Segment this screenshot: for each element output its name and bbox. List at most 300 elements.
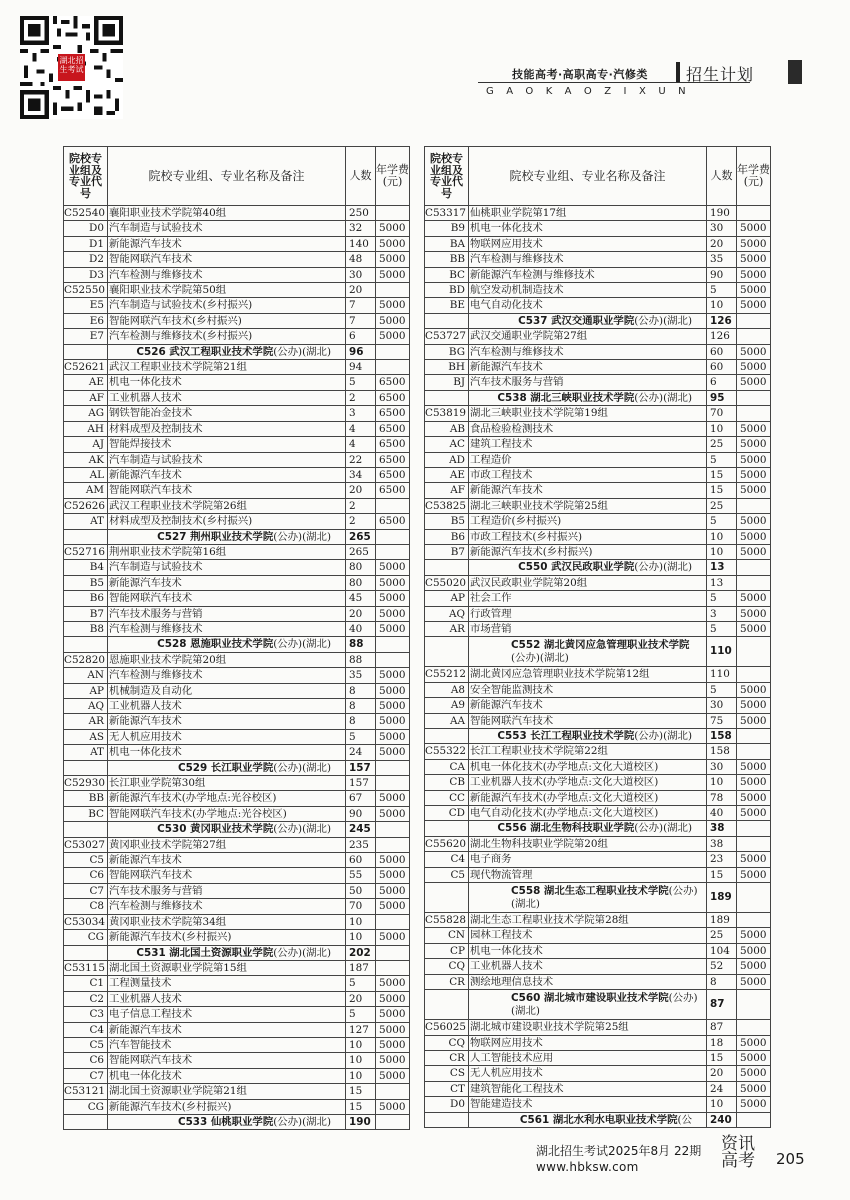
table-row — [64, 375, 410, 390]
major-name-cell: 工程造价(乡村振兴) — [469, 514, 707, 529]
table-row — [64, 652, 410, 667]
table-row — [64, 467, 410, 482]
school-row — [64, 637, 410, 652]
fee-cell — [376, 760, 410, 775]
fee-cell: 6500 — [376, 421, 410, 436]
fee-cell: 6500 — [376, 437, 410, 452]
fee-cell: 5000 — [737, 437, 771, 452]
table-row — [64, 252, 410, 267]
major-name-cell: 材料成型及控制技术 — [108, 421, 346, 436]
count-cell: 87 — [707, 990, 737, 1020]
major-name-cell: 市场营销 — [469, 621, 707, 636]
major-name-cell: 机电一体化技术 — [469, 943, 707, 958]
fee-cell — [376, 1084, 410, 1099]
table-row — [425, 1035, 771, 1050]
fee-cell: 5000 — [737, 928, 771, 943]
footer-logo: 资讯高考 — [721, 1134, 755, 1171]
major-name-cell: 无人机应用技术 — [469, 1066, 707, 1081]
fee-cell: 5000 — [376, 683, 410, 698]
code-cell — [64, 529, 108, 544]
code-cell: BJ — [425, 375, 469, 390]
fee-cell: 5000 — [376, 976, 410, 991]
fee-cell: 5000 — [737, 606, 771, 621]
school-name-cell — [469, 390, 707, 405]
school-name-cell — [108, 822, 346, 837]
code-cell: AN — [64, 668, 108, 683]
major-name-cell: 智能网联汽车技术 — [469, 713, 707, 728]
count-cell: 235 — [346, 837, 376, 852]
code-cell: AR — [425, 621, 469, 636]
count-cell: 30 — [346, 267, 376, 282]
header-bar — [676, 62, 680, 82]
major-name-cell: 工程测量技术 — [108, 976, 346, 991]
count-cell: 158 — [707, 744, 737, 759]
fee-cell — [737, 729, 771, 744]
table-row — [425, 806, 771, 821]
table-row — [425, 682, 771, 697]
count-cell: 10 — [346, 1053, 376, 1068]
school-name: C537 武汉交通职业学院 — [518, 314, 635, 327]
col-code-header: 院校专业组及专业代号 — [64, 147, 108, 206]
count-cell: 96 — [346, 344, 376, 359]
code-cell — [425, 821, 469, 836]
code-cell: B6 — [425, 529, 469, 544]
major-name-cell: 恩施职业技术学院第20组 — [108, 652, 346, 667]
count-cell: 30 — [707, 698, 737, 713]
table-row — [64, 714, 410, 729]
major-name-cell: 工业机器人技术 — [108, 991, 346, 1006]
code-cell: BB — [425, 252, 469, 267]
fee-cell: 5000 — [376, 329, 410, 344]
school-row — [425, 990, 771, 1020]
fee-cell: 5000 — [737, 867, 771, 882]
school-name: C526 武汉工程职业技术学院 — [136, 345, 274, 358]
school-row — [425, 883, 771, 913]
table-row — [425, 483, 771, 498]
code-cell: C55828 — [425, 913, 469, 928]
count-cell: 90 — [707, 267, 737, 282]
major-name-cell: 智能网联汽车技术(乡村振兴) — [108, 313, 346, 328]
table-row — [425, 344, 771, 359]
code-cell: C52626 — [64, 498, 108, 513]
count-cell: 6 — [346, 329, 376, 344]
fee-cell: 5000 — [737, 252, 771, 267]
table-row — [64, 452, 410, 467]
school-name-cell — [469, 729, 707, 744]
major-name-cell: 工业机器人技术 — [108, 699, 346, 714]
count-cell: 40 — [707, 806, 737, 821]
school-row — [425, 560, 771, 575]
fee-cell: 5000 — [376, 1037, 410, 1052]
code-cell: D3 — [64, 267, 108, 282]
major-name-cell: 新能源汽车技术 — [469, 360, 707, 375]
fee-cell: 5000 — [376, 267, 410, 282]
table-row — [64, 498, 410, 513]
table-row — [425, 252, 771, 267]
count-cell: 20 — [346, 283, 376, 298]
col-count-header: 人数 — [346, 147, 376, 206]
count-cell: 32 — [346, 221, 376, 236]
code-cell: C55620 — [425, 836, 469, 851]
major-name-cell: 湖北三峡职业技术学院第19组 — [469, 406, 707, 421]
table-row — [64, 390, 410, 405]
fee-cell — [737, 1112, 771, 1127]
code-cell: AC — [425, 437, 469, 452]
table-row — [425, 544, 771, 559]
count-cell: 88 — [346, 652, 376, 667]
code-cell: E6 — [64, 313, 108, 328]
code-cell: AB — [425, 421, 469, 436]
table-row — [425, 206, 771, 221]
fee-cell: 5000 — [737, 421, 771, 436]
table-row — [64, 853, 410, 868]
code-cell: C52930 — [64, 776, 108, 791]
count-cell: 60 — [707, 344, 737, 359]
school-type: (公办)(湖北) — [273, 345, 331, 358]
count-cell: 10 — [707, 421, 737, 436]
count-cell: 55 — [346, 868, 376, 883]
count-cell: 3 — [707, 606, 737, 621]
school-type: (公办)(湖北) — [273, 946, 331, 959]
table-row — [425, 744, 771, 759]
code-cell: AH — [64, 421, 108, 436]
count-cell: 10 — [707, 1097, 737, 1112]
table-row — [64, 991, 410, 1006]
major-name-cell: 行政管理 — [469, 606, 707, 621]
fee-cell: 6500 — [376, 483, 410, 498]
count-cell: 13 — [707, 575, 737, 590]
major-name-cell: 机电一体化技术 — [469, 221, 707, 236]
fee-cell: 5000 — [737, 221, 771, 236]
count-cell: 8 — [346, 699, 376, 714]
major-name-cell: 园林工程技术 — [469, 928, 707, 943]
major-name-cell: 智能网联汽车技术 — [108, 483, 346, 498]
major-name-cell: 汽车检测与维修技术 — [469, 252, 707, 267]
school-name-cell — [469, 821, 707, 836]
table-row — [425, 529, 771, 544]
fee-cell: 5000 — [737, 483, 771, 498]
count-cell: 38 — [707, 836, 737, 851]
code-cell — [425, 990, 469, 1020]
major-name-cell: 湖北国土资源职业学院第21组 — [108, 1084, 346, 1099]
major-name-cell: 荆州职业技术学院第16组 — [108, 544, 346, 559]
count-cell: 22 — [346, 452, 376, 467]
major-name-cell: 黄冈职业技术学院第27组 — [108, 837, 346, 852]
fee-cell: 5000 — [376, 591, 410, 606]
fee-cell: 5000 — [737, 298, 771, 313]
table-row — [64, 483, 410, 498]
fee-cell — [376, 960, 410, 975]
fee-cell: 5000 — [737, 713, 771, 728]
code-cell: BG — [425, 344, 469, 359]
count-cell: 50 — [346, 883, 376, 898]
count-cell: 20 — [707, 1066, 737, 1081]
school-row — [64, 760, 410, 775]
code-cell — [425, 883, 469, 913]
major-name-cell: 电气自动化技术 — [469, 298, 707, 313]
code-cell: B7 — [425, 544, 469, 559]
table-row — [425, 621, 771, 636]
major-name-cell: 测绘地理信息技术 — [469, 974, 707, 989]
fee-cell — [376, 945, 410, 960]
school-row — [64, 945, 410, 960]
count-cell: 80 — [346, 575, 376, 590]
table-row — [64, 283, 410, 298]
school-name-cell — [469, 883, 707, 913]
fee-cell — [376, 544, 410, 559]
count-cell: 88 — [346, 637, 376, 652]
major-name-cell: 新能源汽车技术(乡村振兴) — [108, 930, 346, 945]
count-cell: 190 — [707, 206, 737, 221]
fee-cell: 6500 — [376, 406, 410, 421]
fee-cell: 5000 — [737, 1050, 771, 1065]
school-type: (公办)(湖北) — [634, 314, 692, 327]
code-cell: D0 — [425, 1097, 469, 1112]
code-cell: C53727 — [425, 329, 469, 344]
major-name-cell: 智能网联汽车技术 — [108, 252, 346, 267]
count-cell: 20 — [707, 236, 737, 251]
table-row — [64, 791, 410, 806]
major-name-cell: 湖北生物科技职业学院第20组 — [469, 836, 707, 851]
school-type: (公办)(湖北) — [273, 761, 331, 774]
table-row — [64, 699, 410, 714]
school-name: C529 长江职业学院 — [177, 761, 274, 774]
fee-cell — [737, 667, 771, 682]
major-name-cell: 武汉工程职业技术学院第21组 — [108, 360, 346, 375]
major-name-cell: 新能源汽车技术 — [108, 575, 346, 590]
code-cell: AE — [425, 467, 469, 482]
fee-cell: 5000 — [737, 1081, 771, 1096]
school-name: C531 湖北国土资源职业学院 — [136, 946, 274, 959]
major-name-cell: 武汉工程职业技术学院第26组 — [108, 498, 346, 513]
count-cell: 189 — [707, 913, 737, 928]
table-row — [425, 452, 771, 467]
major-name-cell: 汽车检测与维修技术 — [108, 267, 346, 282]
fee-cell: 5000 — [376, 883, 410, 898]
fee-cell: 5000 — [376, 806, 410, 821]
table-row — [64, 236, 410, 251]
code-cell: C52716 — [64, 544, 108, 559]
code-cell: C53819 — [425, 406, 469, 421]
fee-cell — [376, 344, 410, 359]
fee-cell: 5000 — [737, 529, 771, 544]
col-name-header: 院校专业组、专业名称及备注 — [469, 147, 707, 206]
table-body-left — [64, 206, 410, 1130]
table-row — [425, 283, 771, 298]
major-name-cell: 新能源汽车技术(乡村振兴) — [108, 1099, 346, 1114]
fee-cell — [737, 390, 771, 405]
table-row — [425, 852, 771, 867]
count-cell: 30 — [707, 221, 737, 236]
count-cell: 45 — [346, 591, 376, 606]
table-row — [425, 928, 771, 943]
fee-cell: 5000 — [376, 1053, 410, 1068]
count-cell: 5 — [346, 375, 376, 390]
school-name-cell — [108, 1114, 346, 1129]
code-cell: AF — [425, 483, 469, 498]
table-row — [64, 868, 410, 883]
count-cell: 110 — [707, 637, 737, 667]
major-name-cell: 汽车制造与试验技术 — [108, 221, 346, 236]
table-row — [425, 1020, 771, 1035]
code-cell: C53115 — [64, 960, 108, 975]
count-cell: 18 — [707, 1035, 737, 1050]
table-row — [425, 467, 771, 482]
school-name: C527 荆州职业技术学院 — [157, 530, 274, 543]
major-name-cell: 汽车检测与维修技术 — [108, 899, 346, 914]
fee-cell — [376, 776, 410, 791]
table-row — [64, 221, 410, 236]
major-name-cell: 物联网应用技术 — [469, 236, 707, 251]
fee-cell: 5000 — [737, 1097, 771, 1112]
count-cell: 60 — [346, 853, 376, 868]
major-name-cell: 新能源汽车技术 — [108, 1022, 346, 1037]
code-cell — [425, 1112, 469, 1127]
count-cell: 190 — [346, 1114, 376, 1129]
count-cell: 15 — [346, 1099, 376, 1114]
school-name-cell — [108, 945, 346, 960]
table-row — [425, 698, 771, 713]
table-row — [425, 298, 771, 313]
school-type: (公办)(湖北) — [273, 1115, 331, 1128]
fee-cell: 5000 — [376, 298, 410, 313]
fee-cell: 5000 — [376, 930, 410, 945]
count-cell: 15 — [707, 467, 737, 482]
school-name-cell — [469, 637, 707, 667]
major-name-cell: 现代物流管理 — [469, 867, 707, 882]
major-name-cell: 新能源汽车技术(办学地点:光谷校区) — [108, 791, 346, 806]
count-cell: 10 — [346, 914, 376, 929]
code-cell — [425, 637, 469, 667]
school-row — [425, 637, 771, 667]
enrollment-table-right — [424, 146, 771, 1128]
major-name-cell: 电气自动化技术(办学地点:文化大道校区) — [469, 806, 707, 821]
major-name-cell: 襄阳职业技术学院第50组 — [108, 283, 346, 298]
code-cell: BE — [425, 298, 469, 313]
fee-cell — [376, 914, 410, 929]
code-cell: AD — [425, 452, 469, 467]
count-cell: 187 — [346, 960, 376, 975]
fee-cell: 5000 — [376, 714, 410, 729]
count-cell: 10 — [707, 298, 737, 313]
table-row — [64, 621, 410, 636]
major-name-cell: 新能源汽车技术 — [108, 714, 346, 729]
fee-cell — [737, 883, 771, 913]
major-name-cell: 长江工程职业技术学院第22组 — [469, 744, 707, 759]
major-name-cell: 市政工程技术(乡村振兴) — [469, 529, 707, 544]
major-name-cell: 新能源汽车技术 — [108, 853, 346, 868]
code-cell: C6 — [64, 1053, 108, 1068]
fee-cell: 5000 — [376, 745, 410, 760]
page-number: 205 — [776, 1150, 805, 1168]
code-cell: C5 — [64, 1037, 108, 1052]
school-name-cell — [469, 1112, 707, 1127]
header-categories: 技能高考·高职高专·汽修类 — [512, 68, 648, 81]
fee-cell: 5000 — [737, 682, 771, 697]
code-cell: C53027 — [64, 837, 108, 852]
count-cell: 110 — [707, 667, 737, 682]
major-name-cell: 汽车技术服务与营销 — [469, 375, 707, 390]
count-cell: 48 — [346, 252, 376, 267]
code-cell: CR — [425, 974, 469, 989]
table-body-right — [425, 206, 771, 1128]
table-row — [425, 913, 771, 928]
table-row — [425, 1081, 771, 1096]
code-cell: A9 — [425, 698, 469, 713]
school-name: C552 湖北黄冈应急管理职业技术学院 — [511, 638, 690, 651]
school-name-cell — [469, 990, 707, 1020]
school-row — [425, 390, 771, 405]
fee-cell — [737, 913, 771, 928]
fee-cell: 5000 — [737, 236, 771, 251]
table-row — [64, 1007, 410, 1022]
count-cell: 95 — [707, 390, 737, 405]
major-name-cell: 湖北城市建设职业技术学院第25组 — [469, 1020, 707, 1035]
code-cell: AT — [64, 514, 108, 529]
code-cell: AT — [64, 745, 108, 760]
code-cell: C8 — [64, 899, 108, 914]
fee-cell: 5000 — [737, 698, 771, 713]
count-cell: 2 — [346, 498, 376, 513]
major-name-cell: 工程造价 — [469, 452, 707, 467]
table-row — [64, 976, 410, 991]
fee-cell: 6500 — [376, 375, 410, 390]
school-name: C558 湖北生态工程职业技术学院 — [511, 884, 669, 897]
major-name-cell: 汽车技术服务与营销 — [108, 606, 346, 621]
fee-cell: 5000 — [376, 699, 410, 714]
table-row — [425, 267, 771, 282]
fee-cell — [737, 406, 771, 421]
major-name-cell: 汽车技术服务与营销 — [108, 883, 346, 898]
code-cell: C53121 — [64, 1084, 108, 1099]
code-cell: C52550 — [64, 283, 108, 298]
fee-cell: 5000 — [737, 283, 771, 298]
fee-cell: 5000 — [737, 959, 771, 974]
table-row — [425, 775, 771, 790]
code-cell: B9 — [425, 221, 469, 236]
count-cell: 10 — [707, 775, 737, 790]
major-name-cell: 建筑工程技术 — [469, 437, 707, 452]
code-cell: C4 — [425, 852, 469, 867]
code-cell: C7 — [64, 1068, 108, 1083]
count-cell: 67 — [346, 791, 376, 806]
code-cell: AQ — [64, 699, 108, 714]
major-name-cell: 湖北黄冈应急管理职业技术学院第12组 — [469, 667, 707, 682]
school-row — [425, 313, 771, 328]
table-row — [64, 313, 410, 328]
col-code-header: 院校专业组及专业代号 — [425, 147, 469, 206]
count-cell: 7 — [346, 313, 376, 328]
code-cell: C55020 — [425, 575, 469, 590]
fee-cell: 5000 — [376, 221, 410, 236]
count-cell: 8 — [346, 714, 376, 729]
count-cell: 245 — [346, 822, 376, 837]
major-name-cell: 电子商务 — [469, 852, 707, 867]
count-cell: 140 — [346, 236, 376, 251]
fee-cell: 5000 — [376, 236, 410, 251]
header-pinyin: GAOKAOZIXUN — [486, 86, 699, 97]
footer-issue: 湖北招生考试2025年8月 22期 — [536, 1144, 702, 1158]
count-cell: 265 — [346, 544, 376, 559]
code-cell: C53825 — [425, 498, 469, 513]
section-title: 招生计划 — [686, 65, 755, 84]
major-name-cell: 汽车检测与维修技术 — [108, 621, 346, 636]
count-cell: 20 — [346, 483, 376, 498]
code-cell: AR — [64, 714, 108, 729]
table-row — [64, 544, 410, 559]
footer-url[interactable]: www.hbksw.com — [536, 1160, 639, 1174]
code-cell: CB — [425, 775, 469, 790]
